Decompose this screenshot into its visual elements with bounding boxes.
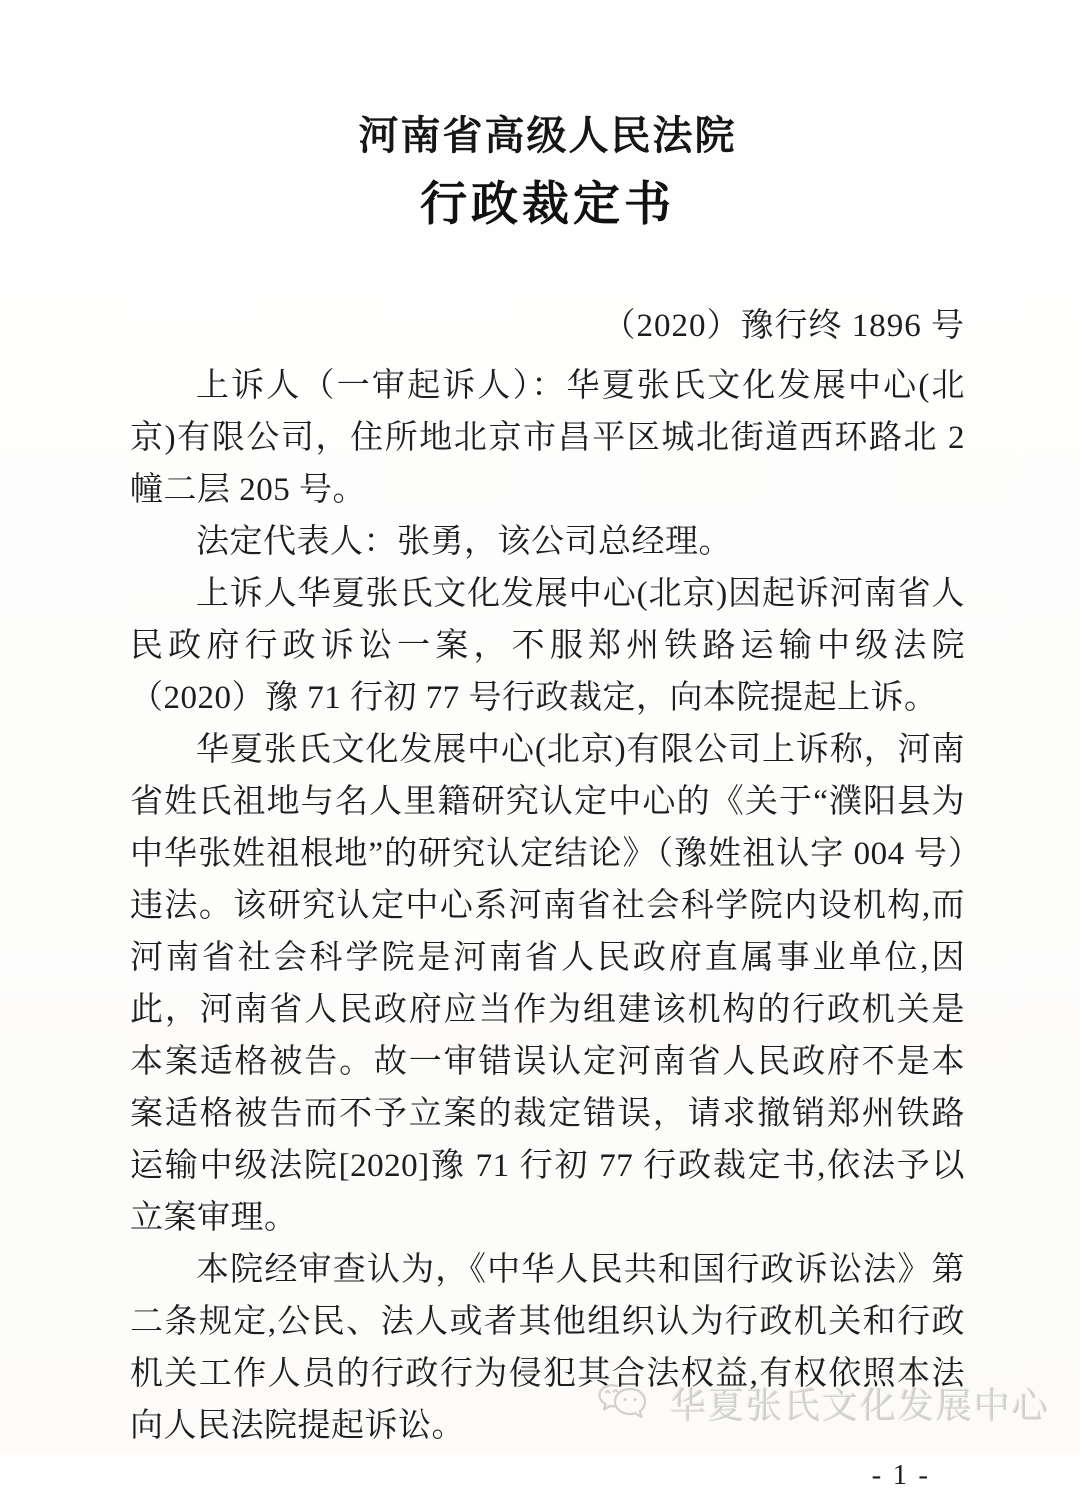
document-type-title: 行政裁定书: [420, 179, 675, 231]
watermark-label: 华夏张氏文化发展中心: [669, 1385, 1050, 1426]
paragraph-appellant: 上诉人（一审起诉人）：华夏张氏文化发展中心(北京)有限公司，住所地北京市昌平区城北街道西环路北 2 幢二层 205 号。: [130, 368, 965, 508]
footer-watermark: [596, 1378, 1050, 1429]
case-number: （2020）豫行终 1896 号: [602, 308, 965, 344]
paragraph-appeal-claims: 华夏张氏文化发展中心(北京)有限公司上诉称，河南省姓氏祖地与名人里籍研究认定中心的《关于“濮阳县为中华张姓祖根地”的研究认定结论》（豫姓祖认字 004 号）违法。该研究认定中心系河南省社会科学院内设机构,而河南省社会科学院是河南省人民政府直属事业单位,因此，河南省人民政府应当作为组建该机构的行政机关是本案适格被告。故一审错误认定河南省人民政府不是本案适格被告而不予立案的裁定错误，请求撤销郑州铁路运输中级法院[2020]豫 71 行初 77 行政裁定书,依法予以立案审理。: [130, 732, 965, 1236]
court-title: 河南省高级人民法院: [358, 113, 737, 158]
paragraph-appeal-origin: 上诉人华夏张氏文化发展中心(北京)因起诉河南省人民政府行政诉讼一案，不服郑州铁路运输中级法院（2020）豫 71 行初 77 号行政裁定，向本院提起上诉。: [130, 576, 965, 716]
paragraph-legal-representative: 法定代表人：张勇，该公司总经理。: [196, 524, 732, 560]
wechat-icon: [596, 1379, 658, 1429]
paragraph-court-review: 本院经审查认为，《中华人民共和国行政诉讼法》第二条规定,公民、法人或者其他组织认为行政机关和行政机关工作人员的行政行为侵犯其合法权益,有权依照本法向人民法院提起诉讼。: [130, 1252, 965, 1444]
document-body: [130, 360, 965, 1452]
document-content: [130, 0, 965, 1492]
page-number: - 1 -: [871, 1459, 930, 1491]
